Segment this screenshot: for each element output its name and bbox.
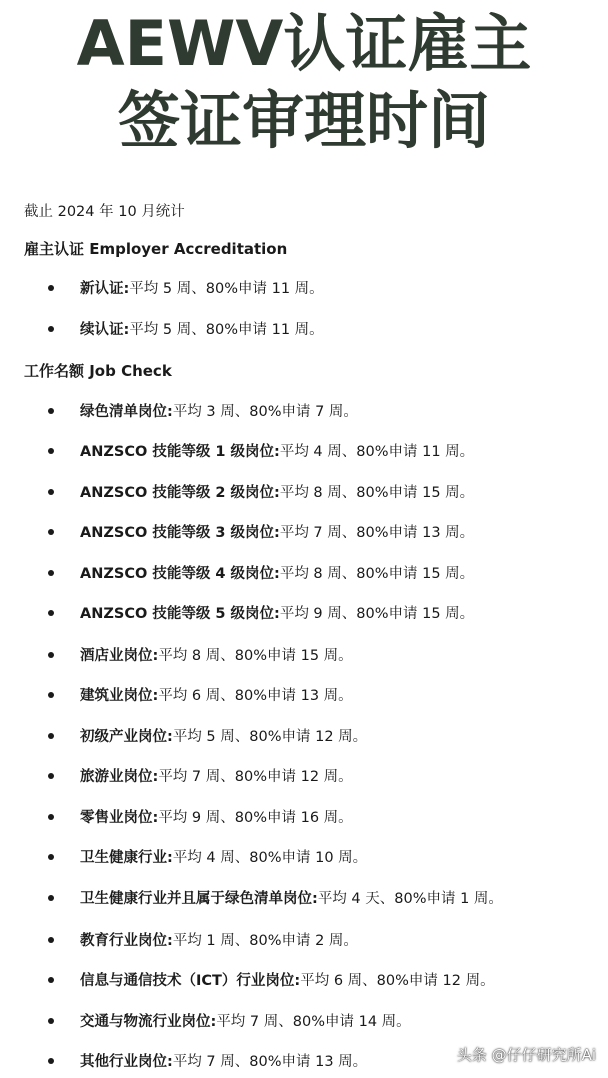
item-value: 平均 8 周、80%申请 15 周。 bbox=[279, 566, 475, 582]
item-label: 卫生健康行业: bbox=[80, 850, 173, 866]
bullet-icon bbox=[48, 937, 54, 943]
list-item bbox=[48, 562, 474, 583]
list-item bbox=[48, 318, 324, 339]
list-item bbox=[48, 277, 324, 298]
bullet-icon bbox=[48, 773, 54, 779]
bullet-icon bbox=[48, 489, 54, 495]
list-item bbox=[48, 521, 474, 542]
item-value: 平均 8 周、80%申请 15 周。 bbox=[158, 648, 353, 664]
item-label: 教育行业岗位: bbox=[80, 933, 173, 949]
item-label: 交通与物流行业岗位: bbox=[80, 1014, 217, 1030]
list-item bbox=[48, 969, 495, 990]
item-value: 平均 4 天、80%申请 1 周。 bbox=[317, 891, 503, 907]
list-item bbox=[48, 644, 353, 665]
item-label: 建筑业岗位: bbox=[80, 688, 159, 704]
item-label: 其他行业岗位: bbox=[80, 1054, 173, 1070]
bullet-icon bbox=[48, 854, 54, 860]
as-of-date: 截止 2024 年 10 月统计 bbox=[24, 204, 185, 220]
item-value: 平均 9 周、80%申请 15 周。 bbox=[279, 606, 475, 622]
item-value: 平均 4 周、80%申请 10 周。 bbox=[172, 850, 368, 866]
list-item bbox=[48, 481, 474, 502]
bullet-icon bbox=[48, 895, 54, 901]
list-item bbox=[48, 725, 367, 746]
item-label: 信息与通信技术（ICT）行业岗位: bbox=[80, 973, 301, 989]
item-value: 平均 6 周、80%申请 12 周。 bbox=[300, 973, 495, 989]
item-value: 平均 7 周、80%申请 12 周。 bbox=[158, 769, 353, 785]
page-title-line-2: 签证审理时间 bbox=[117, 84, 490, 157]
item-value: 平均 7 周、80%申请 13 周。 bbox=[279, 525, 475, 541]
section-heading-employer-accreditation: 雇主认证 Employer Accreditation bbox=[24, 240, 288, 258]
bullet-icon bbox=[48, 610, 54, 616]
item-value: 平均 6 周、80%申请 13 周。 bbox=[158, 688, 353, 704]
bullet-icon bbox=[48, 529, 54, 535]
list-item bbox=[48, 400, 358, 421]
bullet-icon bbox=[48, 977, 54, 983]
item-label: 初级产业岗位: bbox=[80, 729, 173, 745]
item-label: ANZSCO 技能等级 1 级岗位: bbox=[80, 444, 280, 460]
item-label: 酒店业岗位: bbox=[80, 648, 159, 664]
list-item bbox=[48, 887, 503, 908]
item-label: ANZSCO 技能等级 5 级岗位: bbox=[80, 606, 280, 622]
bullet-icon bbox=[48, 1018, 54, 1024]
page-title-line-1: AEWV认证雇主 bbox=[76, 7, 532, 80]
bullet-icon bbox=[48, 692, 54, 698]
item-label: 新认证: bbox=[80, 281, 130, 297]
section-heading-job-check: 工作名额 Job Check bbox=[24, 362, 172, 380]
item-value: 平均 1 周、80%申请 2 周。 bbox=[172, 933, 358, 949]
list-item bbox=[48, 440, 474, 461]
item-value: 平均 5 周、80%申请 11 周。 bbox=[129, 322, 324, 338]
list-item bbox=[48, 602, 474, 623]
bullet-icon bbox=[48, 285, 54, 291]
item-label: 卫生健康行业并且属于绿色清单岗位: bbox=[80, 891, 318, 907]
item-label: ANZSCO 技能等级 3 级岗位: bbox=[80, 525, 280, 541]
watermark: 头条 @仔仔研究所Ai bbox=[456, 1046, 596, 1064]
bullet-icon bbox=[48, 326, 54, 332]
list-item bbox=[48, 765, 353, 786]
list-item bbox=[48, 1010, 411, 1031]
item-value: 平均 3 周、80%申请 7 周。 bbox=[172, 404, 358, 420]
list-item bbox=[48, 1050, 367, 1071]
item-label: 旅游业岗位: bbox=[80, 769, 159, 785]
bullet-icon bbox=[48, 448, 54, 454]
item-label: 零售业岗位: bbox=[80, 810, 159, 826]
item-label: 续认证: bbox=[80, 322, 130, 338]
item-value: 平均 9 周、80%申请 16 周。 bbox=[158, 810, 353, 826]
item-value: 平均 7 周、80%申请 13 周。 bbox=[172, 1054, 368, 1070]
item-value: 平均 5 周、80%申请 12 周。 bbox=[172, 729, 368, 745]
bullet-icon bbox=[48, 570, 54, 576]
bullet-icon bbox=[48, 733, 54, 739]
item-label: 绿色清单岗位: bbox=[80, 404, 173, 420]
list-item bbox=[48, 806, 353, 827]
item-value: 平均 4 周、80%申请 11 周。 bbox=[279, 444, 475, 460]
bullet-icon bbox=[48, 814, 54, 820]
bullet-icon bbox=[48, 652, 54, 658]
item-value: 平均 8 周、80%申请 15 周。 bbox=[279, 485, 475, 501]
item-label: ANZSCO 技能等级 4 级岗位: bbox=[80, 566, 280, 582]
list-item bbox=[48, 846, 367, 867]
bullet-icon bbox=[48, 408, 54, 414]
item-value: 平均 5 周、80%申请 11 周。 bbox=[129, 281, 324, 297]
item-value: 平均 7 周、80%申请 14 周。 bbox=[216, 1014, 411, 1030]
item-label: ANZSCO 技能等级 2 级岗位: bbox=[80, 485, 280, 501]
list-item bbox=[48, 684, 353, 705]
bullet-icon bbox=[48, 1058, 54, 1064]
list-item bbox=[48, 929, 358, 950]
